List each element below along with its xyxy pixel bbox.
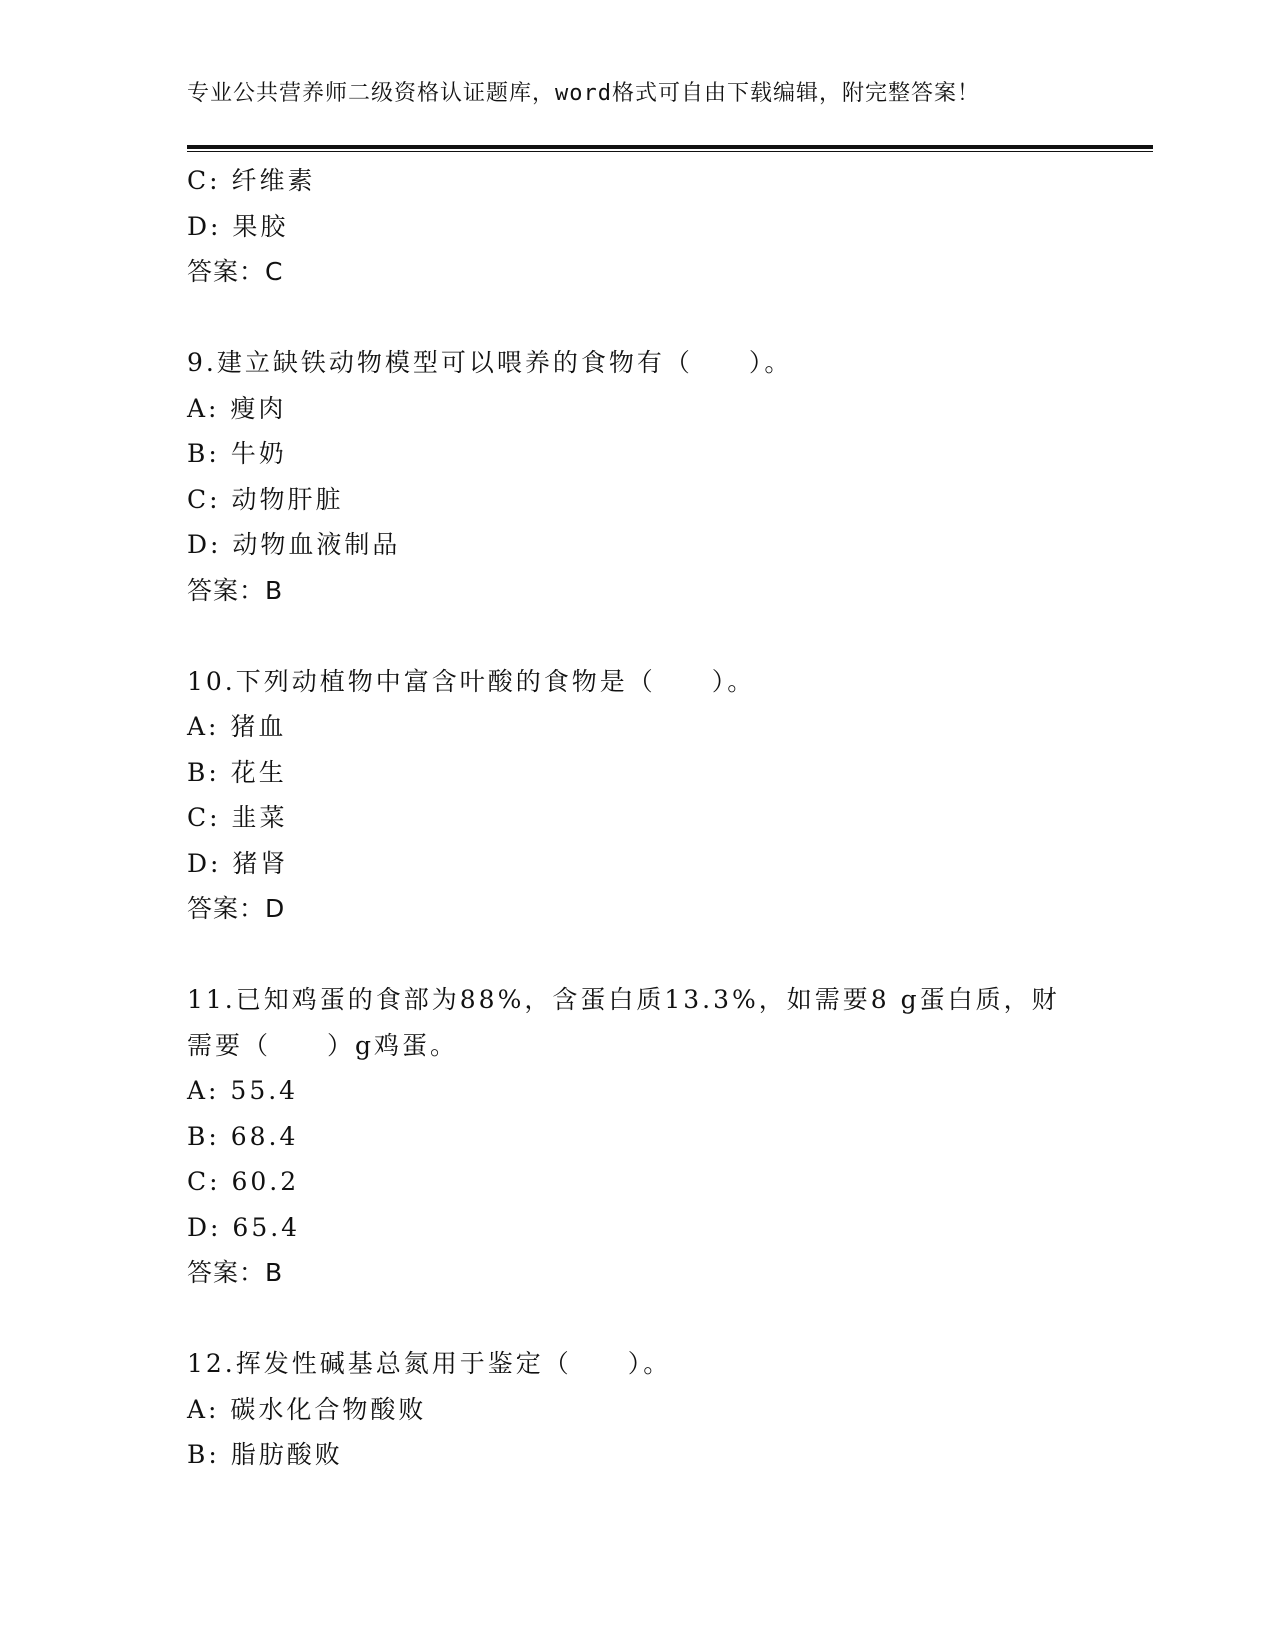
option-c: C: 韭菜 [187, 803, 288, 832]
question-11 [187, 977, 1087, 1296]
option-c: C: 60.2 [187, 1167, 300, 1196]
answer-line: 答案：D [187, 894, 286, 923]
question-9 [187, 340, 1087, 613]
answer-line: 答案：B [187, 1258, 284, 1287]
question-stem-line-1: 11.已知鸡蛋的食部为88%，含蛋白质13.3%，如需要8 g蛋白质，财 [187, 985, 1060, 1014]
header-divider [187, 145, 1153, 152]
answer-line: 答案：C [187, 257, 284, 286]
option-d: D: 动物血液制品 [187, 530, 401, 559]
question-continued [187, 158, 1087, 295]
option-a: A: 瘦肉 [187, 393, 287, 423]
option-b: B: 花生 [187, 757, 287, 787]
option-d: D: 猪肾 [187, 848, 289, 878]
question-stem: 12.挥发性碱基总氮用于鉴定（ ）。 [187, 1349, 672, 1378]
option-a: A: 55.4 [187, 1076, 299, 1105]
option-b: B: 牛奶 [187, 439, 287, 468]
question-stem: 9.建立缺铁动物模型可以喂养的食物有（ ）。 [187, 348, 793, 377]
question-stem-line-2: 需要（ ）g鸡蛋。 [187, 1030, 459, 1060]
question-stem: 10.下列动植物中富含叶酸的食物是（ ）。 [187, 666, 756, 696]
option-b: B: 68.4 [187, 1121, 299, 1151]
option-b: B: 脂肪酸败 [187, 1440, 343, 1469]
option-d: D: 果胶 [187, 211, 289, 241]
option-a: A: 碳水化合物酸败 [187, 1394, 427, 1424]
option-c: C: 纤维素 [187, 166, 316, 195]
option-c: C: 动物肝脏 [187, 484, 344, 514]
option-a: A: 猪血 [187, 712, 287, 741]
option-d: D: 65.4 [187, 1212, 301, 1242]
question-10 [187, 659, 1087, 932]
question-12 [187, 1341, 1087, 1478]
answer-line: 答案：B [187, 575, 284, 605]
question-content [187, 158, 1087, 1478]
page-header: 专业公共营养师二级资格认证题库，word格式可自由下载编辑，附完整答案！ [187, 81, 980, 106]
